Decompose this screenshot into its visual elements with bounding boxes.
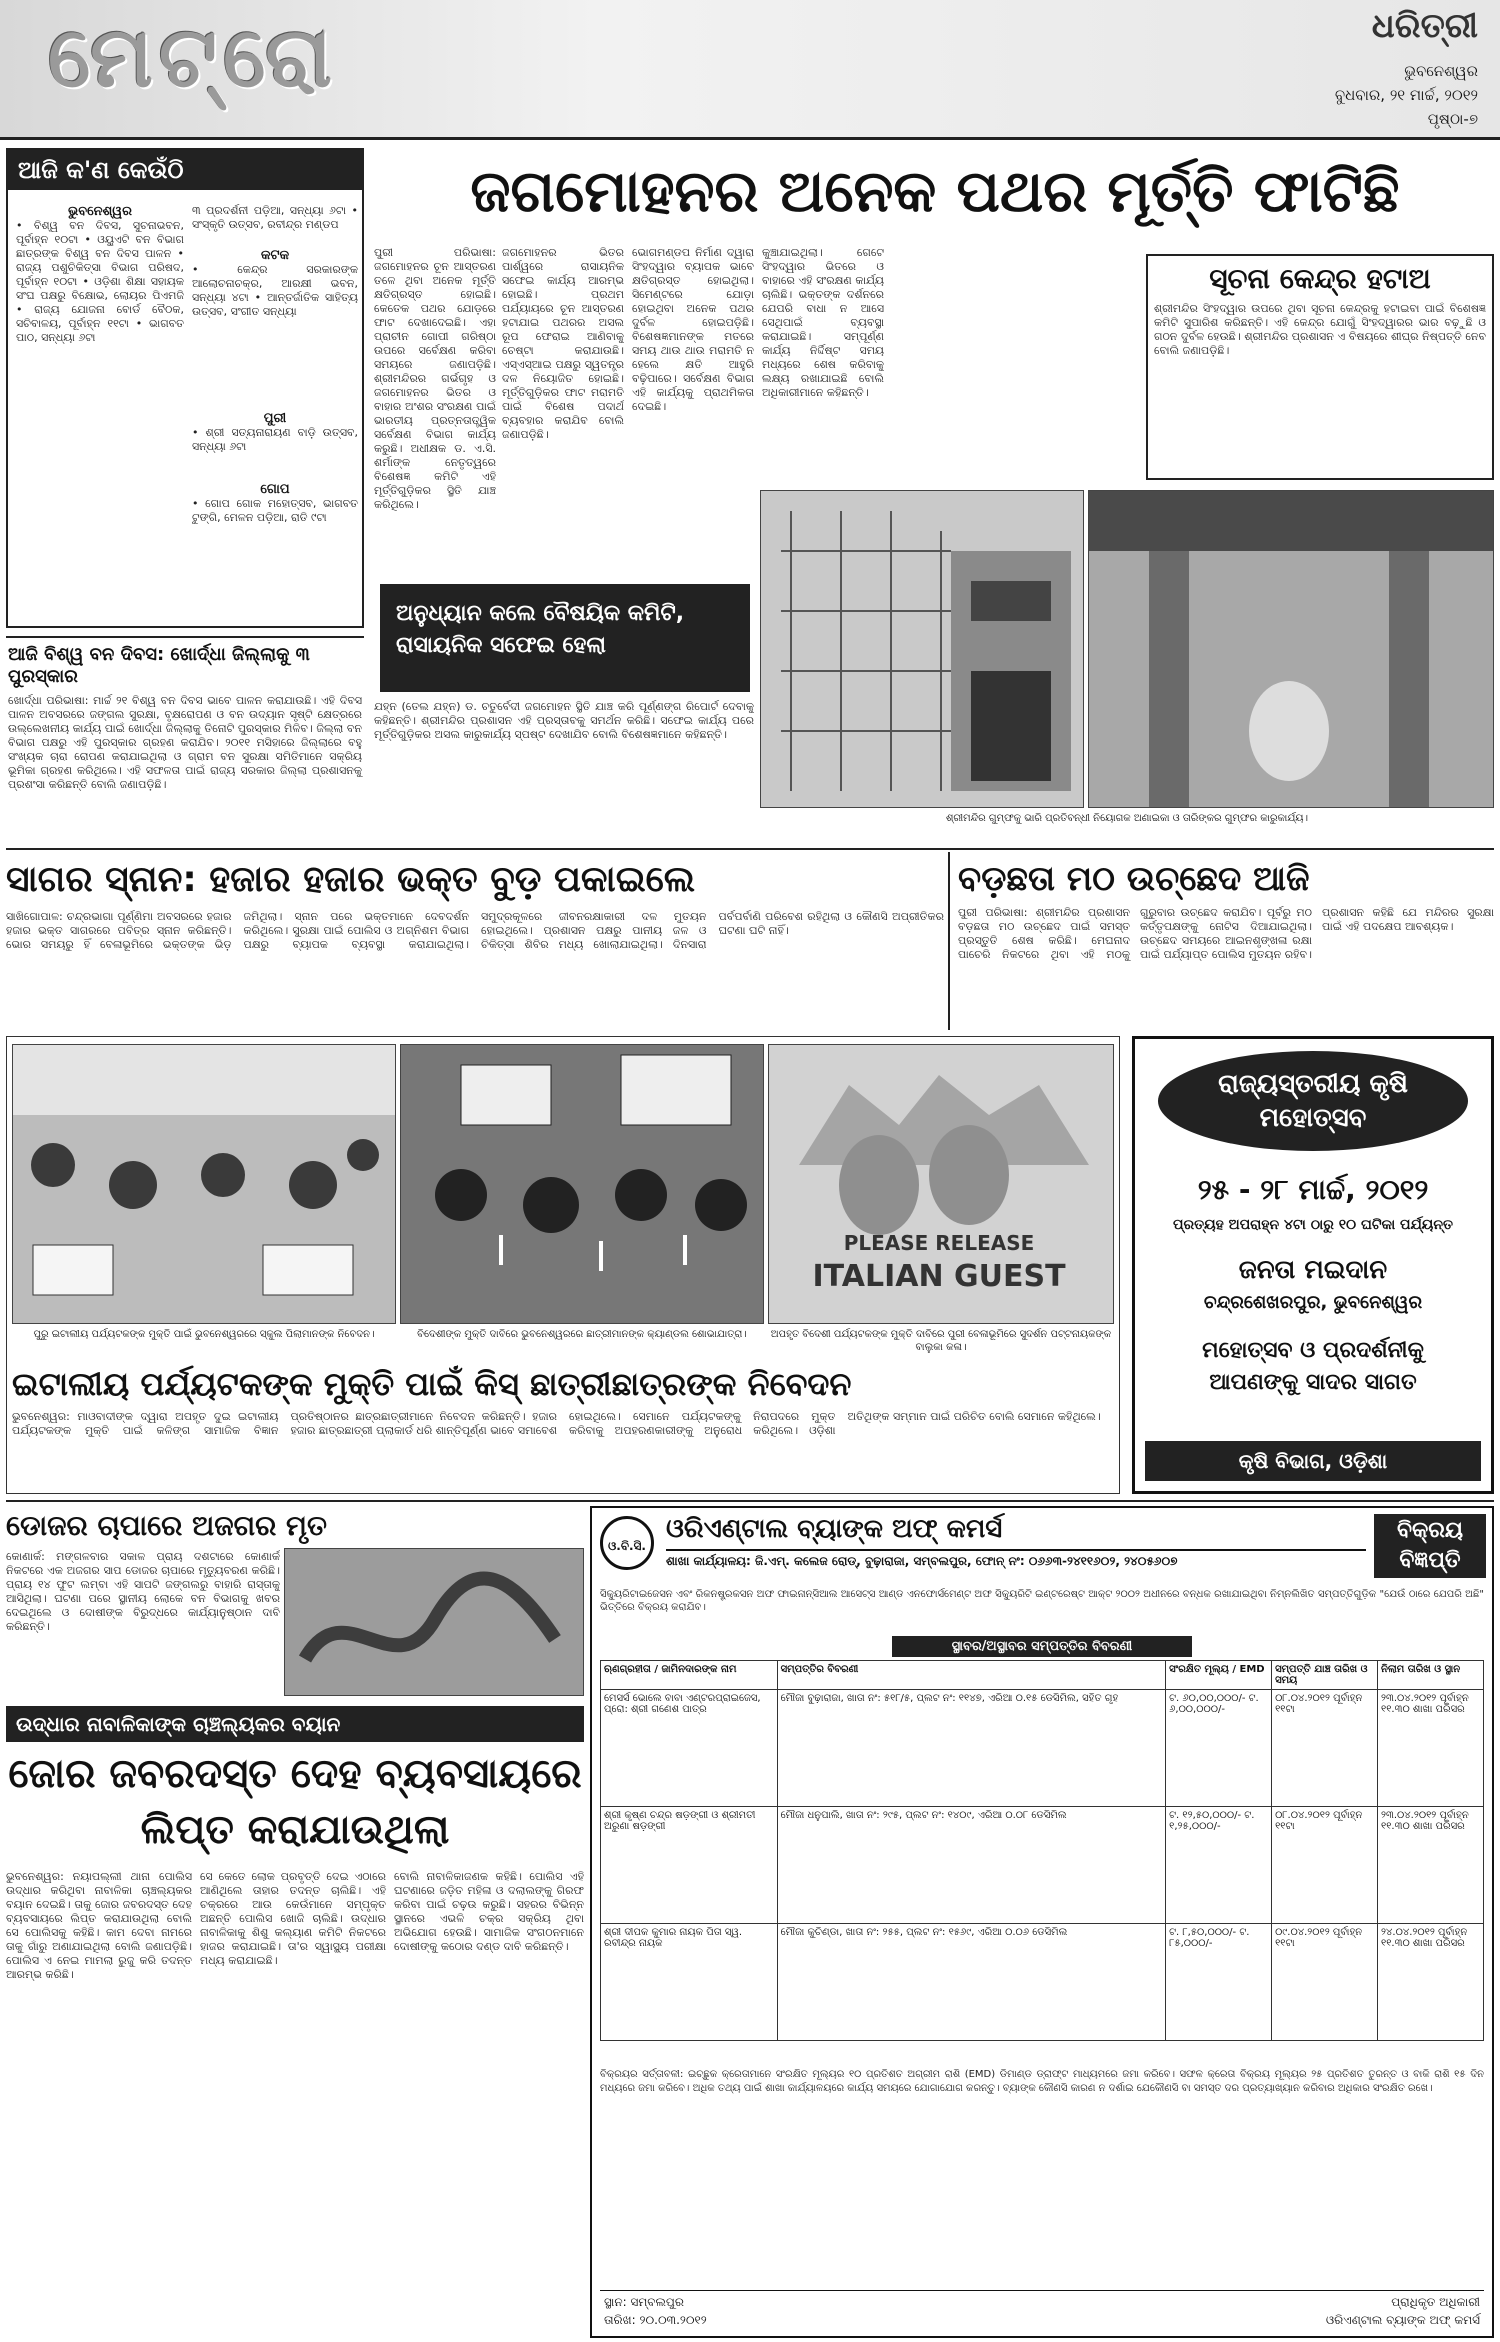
bank-table-title: ସ୍ଥାବର/ଅସ୍ଥାବର ସମ୍ପତ୍ତିର ବିବରଣୀ: [892, 1636, 1192, 1657]
bank-footer: [600, 2290, 1484, 2332]
python-headline: ଡୋଜର ଚାପାରେ ଅଜଗର ମୃତ: [6, 1509, 327, 1542]
python-body: କୋଣାର୍କ: ମଙ୍ଗଳବାର ସକାଳ ପ୍ରାୟ ଦଶଟାରେ କୋଣାର୍କ ନିକଟରେ ଏକ ଅଜଗର ସାପ ଡୋଜର ଚାପାରେ ମୃତ୍ୟୁବରଣ କରିଛି। ପ୍ରାୟ ୧୪ ଫୁଟ ଲମ୍ବା ଏହି ସାପଟି ଜଙ୍ଗଲରୁ ବାହାରି ରାସ୍ତାକୁ ଆସିଥିଲା। ଘଟଣା ପରେ ସ୍ଥାନୀୟ ଲୋକେ ବନ ବିଭାଗକୁ ଖବର ଦେଇଥିଲେ ଓ ଦୋଷୀଙ୍କ ବିରୁଦ୍ଧରେ କାର୍ଯ୍ୟାନୁଷ୍ଠାନ ଦାବି କରିଛନ୍ତି।: [6, 1550, 280, 1633]
sand-art-photo: [768, 1044, 1114, 1324]
events-city-4: ଗୋପ: [260, 482, 290, 497]
bank-property-table: [600, 1660, 1484, 2060]
table-cell: ୦୮.୦୪.୨୦୧୨ ପୂର୍ବାହ୍ନ ୧୧ଟା: [1272, 1690, 1378, 1807]
bank-place: ସ୍ଥାନ: ସମ୍ବଲପୁର: [604, 2295, 685, 2309]
table-row: [601, 1690, 1484, 1807]
bank-intro: ସିକ୍ୟୁରିଟାଇଜେସନ ଏବଂ ରିକନଷ୍ଟ୍ରକସନ ଅଫ ଫାଇନାନ୍ସିଆଲ ଆସେଟ୍ସ ଆଣ୍ଡ ଏନଫୋର୍ସମେଣ୍ଟ ଅଫ ସିକ୍ୟୁରିଟି ଇଣ୍ଟରେଷ୍ଟ ଆକ୍ଟ ୨୦୦୨ ଅଧୀନରେ ବନ୍ଧକ ରଖାଯାଇଥିବା ନିମ୍ନଲିଖିତ ସମ୍ପତ୍ତିଗୁଡ଼ିକ "ଯେଉଁ ଠାରେ ଯେପରି ଅଛି" ଭିତ୍ତିରେ ବିକ୍ରୟ କରାଯିବ।: [600, 1589, 1484, 1613]
events-city-3: ପୁରୀ: [263, 411, 287, 426]
math-body: ପୁରୀ ପରିଭାଷା: ଶ୍ରୀମନ୍ଦିର ପ୍ରଶାସନ ବଡ଼ଛତା ମଠ ଉଚ୍ଛେଦ ପାଇଁ ସମସ୍ତ ପ୍ରସ୍ତୁତି ଶେଷ କରିଛି। ମେଘନାଦ ପାଚେରି ନିକଟରେ ଥିବା ଏହି ମଠକୁ ଗୁରୁବାର ଉଚ୍ଛେଦ କରାଯିବ। ପୂର୍ବରୁ ମଠ କର୍ତ୍ତୃପକ୍ଷଙ୍କୁ ନୋଟିସ ଦିଆଯାଇଥିଲା। ଉଚ୍ଛେଦ ସମୟରେ ଆଇନଶୃଙ୍ଖଳା ରକ୍ଷା ପାଇଁ ପର୍ଯ୍ୟାପ୍ତ ପୋଲିସ ମୁତୟନ ରହିବ। ପ୍ରଶାସନ କହିଛି ଯେ ମନ୍ଦିରର ସୁରକ୍ଷା ପାଇଁ ଏହି ପଦକ୍ଷେପ ଆବଶ୍ୟକ।: [958, 906, 1494, 961]
jagamohan-col-1: ପୁରୀ ପରିଭାଷା: ଜଗମୋହନର ଚୂନ ଆସ୍ତରଣ ତଳେ ଥିବା ଅନେକ ମୂର୍ତ୍ତି କ୍ଷତିଗ୍ରସ୍ତ ହୋଇଛି। କେତେକ ପଥର ଯୋଡ଼ରେ ଫାଟ ଦେଖାଦେଇଛି। ଏହା ପ୍ରାଚୀନ ଗୋପୀ ଗରିଷ୍ଠା ଉପରେ ସର୍ବେକ୍ଷଣ କରିବା ସମୟରେ ଜଣାପଡ଼ିଛି। ଶ୍ରୀମନ୍ଦିରର ଗର୍ଭଗୃହ ଓ ଜଗମୋହନର ଭିତର ଓ ବାହାର ଅଂଶର ସଂରକ୍ଷଣ ପାଇଁ ଭାରତୀୟ ପ୍ରତ୍ନତାତ୍ତ୍ୱିକ ସର୍ବେକ୍ଷଣ ବିଭାଗ କାର୍ଯ୍ୟ କରୁଛି। ଅଧୀକ୍ଷକ ଡ. ଏ.ସି. ଶର୍ମାଙ୍କ ନେତୃତ୍ୱରେ ବିଶେଷଜ୍ଞ କମିଟି ଏହି ମୂର୍ତ୍ତିଗୁଡ଼ିକର ସ୍ଥିତି ଯାଞ୍ଚ କରିଥିଲେ।: [374, 246, 496, 511]
rescue-kicker: ଉଦ୍ଧାର ନାବାଳିକାଙ୍କ ଚାଞ୍ଚଲ୍ୟକର ବୟାନ: [6, 1706, 584, 1742]
table-cell: ମୌଜା କୁଚିଣ୍ଡା, ଖାତା ନଂ: ୨୫୫, ପ୍ଲଟ ନଂ: ୧୫୬୯, ଏରିଆ ୦.୦୬ ଡେସିମିଲ: [777, 1924, 1166, 2041]
bank-logo-text: ଓ.ବି.ସି.: [608, 1539, 646, 1553]
paper-logo: ଧରିତ୍ରୀ: [1371, 6, 1478, 46]
divider-2: [6, 1500, 1494, 1502]
bank-officer: ପ୍ରାଧିକୃତ ଅଧିକାରୀ: [1391, 2295, 1480, 2309]
bank-col-inspection: ସମ୍ପତ୍ତି ଯାଞ୍ଚ ତାରିଖ ଓ ସମୟ: [1272, 1661, 1378, 1690]
table-cell: ୦୮.୦୪.୨୦୧୨ ପୂର୍ବାହ୍ନ ୧୧ଟା: [1272, 1807, 1378, 1924]
sand-art-text-2: ITALIAN GUEST: [812, 1259, 1066, 1294]
info-centre-headline: ସୂଚନା କେନ୍ଦ୍ର ହଟାଅ: [1209, 262, 1431, 295]
temple-interior-illustration: [1089, 491, 1493, 807]
jagamohan-headline: ଜଗମୋହନର ଅନେକ ପଥର ମୂର୍ତ୍ତି ଫାଟିଛି: [470, 157, 1400, 225]
bank-notice: [590, 1506, 1494, 2338]
krushi-dates: ୨୫ - ୨୮ ମାର୍ଚ୍ଚ, ୨୦୧୨: [1197, 1173, 1429, 1206]
bank-col-borrower: ଋଣଗ୍ରହୀତା / ଜାମିନଦାରଙ୍କ ନାମ: [601, 1661, 778, 1690]
events-text-3: • କେନ୍ଦ୍ର ସରକାରଙ୍କ ଆଲୋଚନାଚକ୍ର, ଆରକ୍ଷୀ ଭବନ, ସନ୍ଧ୍ୟା ୪ଟା • ଆନ୍ତର୍ଜାତିକ ସାହିତ୍ୟ ଉତ୍ସବ, ସଂଗୀତ ସନ୍ଧ୍ୟା: [192, 263, 358, 318]
krushi-title: ରାଜ୍ୟସ୍ତରୀୟ କୃଷି ମହୋତ୍ସବ: [1158, 1051, 1468, 1151]
italian-headline: ଇଟାଲୀୟ ପର୍ଯ୍ୟଟକଙ୍କ ମୁକ୍ତି ପାଇଁ କିସ୍ ଛାତ୍ରୀଛାତ୍ରଙ୍କ ନିବେଦନ: [12, 1365, 852, 1403]
page-number: ପୃଷ୍ଠା-୭: [1427, 110, 1478, 128]
masthead-date: ବୁଧବାର, ୨୧ ମାର୍ଚ୍ଚ, ୨୦୧୨: [1334, 86, 1478, 104]
sea-bath-body: ସାଖିଗୋପାଳ: ଚନ୍ଦ୍ରଭାଗା ପୂର୍ଣ୍ଣିମା ଅବସରରେ ହଜାର ହଜାର ଭକ୍ତ ସାଗରରେ ପବିତ୍ର ସ୍ନାନ କରିଛନ୍ତି। ଭୋର ସମୟରୁ ହିଁ ବେଳାଭୂମିରେ ଭକ୍ତଙ୍କ ଭିଡ଼ ଜମିଥିଲା। ସ୍ନାନ ପରେ ଭକ୍ତମାନେ ଦେବଦର୍ଶନ କରିଥିଲେ। ସୁରକ୍ଷା ପାଇଁ ପୋଲିସ ଓ ଅଗ୍ନିଶମ ବିଭାଗ ପକ୍ଷରୁ ବ୍ୟାପକ ବ୍ୟବସ୍ଥା କରାଯାଇଥିଲା। ସମୁଦ୍ରକୂଳରେ ଜୀବନରକ୍ଷାକାରୀ ଦଳ ମୁତୟନ ହୋଇଥିଲେ। ପ୍ରଶାସନ ପକ୍ଷରୁ ପାନୀୟ ଜଳ ଓ ଚିକିତ୍ସା ଶିବିର ମଧ୍ୟ ଖୋଲାଯାଇଥିଲା। ଦିନସାରା ପର୍ବପର୍ବାଣି ପରିବେଶ ରହିଥିଲା ଓ କୌଣସି ଅପ୍ରୀତିକର ଘଟଣା ଘଟି ନାହିଁ।: [6, 910, 944, 951]
candle-march-photo: [400, 1044, 764, 1324]
bank-col-auction: ନିଲାମ ତାରିଖ ଓ ସ୍ଥାନ: [1378, 1661, 1484, 1690]
table-cell: ଟ. ୧୨,୫୦,୦୦୦/- ଟ. ୧,୨୫,୦୦୦/-: [1166, 1807, 1272, 1924]
bank-col-reserve: ସଂରକ୍ଷିତ ମୂଲ୍ୟ / EMD: [1166, 1661, 1272, 1690]
temple-photo-interior: [1088, 490, 1494, 808]
bank-name: ଓରିଏଣ୍ଟାଲ ବ୍ୟାଙ୍କ ଅଫ୍ କମର୍ସ: [666, 1514, 1366, 1551]
rescue-col-3: ବୋଲି ନାବାଳିକାଜଣକ କହିଛି। ପୋଲିସ ଏହି ଘଟଣାରେ ଜଡ଼ିତ ମହିଳା ଓ ଦଲାଲଙ୍କୁ ଗିରଫ କରିବା ପାଇଁ ଚଢ଼ଉ କରୁଛି। ସହରର ବିଭିନ୍ନ ସ୍ଥାନରେ ଏଭଳି ଚକ୍ର ସକ୍ରିୟ ଥିବା ଅଭିଯୋଗ ହେଉଛି। ସାମାଜିକ ସଂଗଠନମାନେ ଦୋଷୀଙ୍କୁ କଠୋର ଦଣ୍ଡ ଦାବି କରିଛନ୍ତି।: [394, 1870, 584, 1953]
section-title: ମେଟ୍ରୋ: [48, 8, 338, 106]
events-col-right: [192, 204, 358, 622]
events-text-1: • ବିଶ୍ୱ ବନ ଦିବସ, ସୁଚନାଭବନ, ପୂର୍ବାହ୍ନ ୧୦ଟା • ଓୟୁଏଟି ବନ ବିଭାଗ ଛାତ୍ରଙ୍କ ବିଶ୍ୱ ବନ ଦିବସ ପାଳନ • ରାଜ୍ୟ ପଶୁଚିକିତ୍ସା ବିଭାଗ ପରିଷଦ, ପୂର୍ବାହ୍ନ ୧୦ଟା • ଓଡ଼ିଶା ଶିକ୍ଷା ସହାୟକ ସଂଘ ପକ୍ଷରୁ ବିକ୍ଷୋଭ, ଲୋୟର ପିଏମଜି • ରାଜ୍ୟ ଯୋଜନା ବୋର୍ଡ ବୈଠକ, ସଚିବାଳୟ, ପୂର୍ବାହ୍ନ ୧୧ଟା • ଭାଗବତ ପାଠ, ସନ୍ଧ୍ୟା ୬ଟା: [16, 219, 184, 344]
table-cell: ଟ. ୮,୫୦,୦୦୦/- ଟ. ୮୫,୦୦୦/-: [1166, 1924, 1272, 2041]
bank-col-property: ସମ୍ପତ୍ତିର ବିବରଣୀ: [777, 1661, 1166, 1690]
bank-notice-tag: ବିକ୍ରୟ ବିଜ୍ଞପ୍ତି: [1374, 1514, 1486, 1578]
table-cell: ମେସର୍ସ ଭୋଲେ ବାବା ଏଣ୍ଟରପ୍ରାଇଜେସ, ପ୍ରୋ: ଶ୍ରୀ ଗଣେଶ ପାତ୍ର: [601, 1690, 778, 1807]
sand-art-text-1: PLEASE RELEASE: [843, 1231, 1035, 1255]
rescue-col-2: ସେ କେତେ ଲୋକ ପ୍ରବୃତ୍ତି ଦେଇ ଏଠାରେ ଆଣିଥିଲେ ତାହାର ତଦନ୍ତ ଚାଲିଛି। ଏହି ଚକ୍ରରେ ଆଉ କେଉଁମାନେ ସମ୍ପୃକ୍ତ ଅଛନ୍ତି ପୋଲିସ ଖୋଜି ଚାଲିଛି। ଉଦ୍ଧାର ନାବାଳିକାକୁ ଶିଶୁ କଲ୍ୟାଣ କମିଟି ନିକଟରେ ହାଜର କରାଯାଇଛି। ତା'ର ସ୍ୱାସ୍ଥ୍ୟ ପରୀକ୍ଷା ମଧ୍ୟ କରାଯାଇଛି।: [200, 1870, 386, 1967]
table-cell: ୨୩.୦୪.୨୦୧୨ ପୂର୍ବାହ୍ନ ୧୧.୩୦ ଶାଖା ପରିସର: [1378, 1690, 1484, 1807]
jagamohan-subheadline: ଅନୁଧ୍ୟାନ କଲେ ବୈଷୟିକ କମିଟି, ରାସାୟନିକ ସଫେଇ ହେଲା: [380, 584, 750, 692]
masthead: [0, 0, 1500, 140]
table-cell: ୨୪.୦୪.୨୦୧୨ ପୂର୍ବାହ୍ନ ୧୧.୩୦ ଶାଖା ପରିସର: [1378, 1924, 1484, 2041]
table-cell: ଶ୍ରୀ ଦୀପକ କୁମାର ନାୟକ ପିତା ସ୍ୱ. ରବୀନ୍ଦ୍ର ନାୟକ: [601, 1924, 778, 2041]
info-centre-body: ଶ୍ରୀମନ୍ଦିର ସିଂହଦ୍ୱାର ଉପରେ ଥିବା ସୂଚନା କେନ୍ଦ୍ରକୁ ହଟାଇବା ପାଇଁ ବିଶେଷଜ୍ଞ କମିଟି ସୁପାରିଶ କରିଛନ୍ତି। ଏହି କେନ୍ଦ୍ର ଯୋଗୁଁ ସିଂହଦ୍ୱାରର ଭାର ବଢ଼ୁଛି ଓ ଗଠନ ଦୁର୍ବଳ ହେଉଛି। ଶ୍ରୀମନ୍ଦିର ପ୍ରଶାସନ ଏ ବିଷୟରେ ଶୀଘ୍ର ନିଷ୍ପତ୍ତି ନେବ ବୋଲି ଜଣାପଡ଼ିଛି।: [1154, 302, 1486, 357]
events-text-4: • ଶ୍ରୀ ସତ୍ୟନାରାୟଣ ବାଡ଼ି ଉତ୍ସବ, ସନ୍ଧ୍ୟା ୬ଟା: [192, 426, 358, 453]
python-snake-illustration: [285, 1549, 583, 1695]
students-photo-caption: ପୁରୁ ଇଟାଲୀୟ ପର୍ଯ୍ୟଟକଙ୍କ ମୁକ୍ତି ପାଇଁ ଭୁବନେଶ୍ୱରରେ ସ୍କୁଲ ପିଲାମାନଙ୍କ ନିବେଦନ।: [33, 1329, 375, 1340]
students-photo: [12, 1044, 396, 1324]
temple-photo-scaffolding: [760, 490, 1084, 808]
forest-day-body: ଖୋର୍ଦ୍ଧା ପରିଭାଷା: ମାର୍ଚ୍ଚ ୨୧ ବିଶ୍ୱ ବନ ଦିବସ ଭାବେ ପାଳନ କରାଯାଉଛି। ଏହି ଦିବସ ପାଳନ ଅବସରରେ ଜଙ୍ଗଲ ସୁରକ୍ଷା, ବୃକ୍ଷରୋପଣ ଓ ବନ ଉଦ୍ୟାନ ସୃଷ୍ଟି କ୍ଷେତ୍ରରେ ଉଲ୍ଲେଖନୀୟ କାର୍ଯ୍ୟ ପାଇଁ ଖୋର୍ଦ୍ଧା ଜିଲ୍ଲାକୁ ତିନୋଟି ପୁରସ୍କାର ମିଳିବ। ଜିଲ୍ଲା ବନ ବିଭାଗ ପକ୍ଷରୁ ଏହି ପୁରସ୍କାର ଗ୍ରହଣ କରାଯିବ। ୨୦୧୧ ମସିହାରେ ଜିଲ୍ଲାରେ ବହୁ ସଂଖ୍ୟକ ଚାରା ରୋପଣ କରାଯାଇଥିଲା ଓ ଗ୍ରାମ ବନ ସୁରକ୍ଷା ସମିତିମାନେ ସକ୍ରିୟ ଭୂମିକା ଗ୍ରହଣ କରିଥିଲେ। ଏହି ସଫଳତା ପାଇଁ ରାଜ୍ୟ ସରକାର ଜିଲ୍ଲା ପ୍ରଶାସନକୁ ପ୍ରଶଂସା କରିଛନ୍ତି ବୋଲି ଜଣାପଡ଼ିଛି।: [8, 694, 362, 791]
students-crowd-illustration: [13, 1045, 395, 1323]
candle-march-illustration: [401, 1045, 763, 1323]
candle-march-caption: ବିଦେଶୀଙ୍କ ମୁକ୍ତି ଦାବିରେ ଭୁବନେଶ୍ୱରରେ ଛାତ୍ରୀମାନଙ୍କ କ୍ୟାଣ୍ଡଲ ଶୋଭାଯାତ୍ରା।: [417, 1329, 747, 1340]
forest-day-article: [6, 636, 364, 846]
python-photo: [284, 1548, 584, 1696]
events-box: [6, 148, 364, 628]
table-cell: ୦୯.୦୪.୨୦୧୨ ପୂର୍ବାହ୍ନ ୧୧ଟା: [1272, 1924, 1378, 2041]
forest-day-headline: ଆଜି ବିଶ୍ୱ ବନ ଦିବସ: ଖୋର୍ଦ୍ଧା ଜିଲ୍ଲାକୁ ୩ ପୁରସ୍କାର: [8, 644, 310, 687]
temple-photo-caption: ଶ୍ରୀମନ୍ଦିର ଗୁମ୍ଫକୁ ଭାରି ପ୍ରତିବନ୍ଧୀ ନିୟୋଗକ ଅଣାଇକା ଓ ତାରିଙ୍କର ଗୁମ୍ଫର କାରୁକାର୍ଯ୍ୟ।: [945, 813, 1309, 824]
sea-bath-headline: ସାଗର ସ୍ନାନ: ହଜାର ହଜାର ଭକ୍ତ ବୁଡ଼ ପକାଇଲେ: [6, 859, 696, 900]
krushi-timing: ପ୍ରତ୍ୟହ ଅପରାହ୍ନ ୪ଟା ଠାରୁ ୧୦ ଘଟିକା ପର୍ଯ୍ୟନ୍ତ: [1173, 1217, 1453, 1233]
divider-1: [6, 848, 1494, 850]
jagamohan-col-2: ଜଗମୋହନର ଭିତର ପାର୍ଶ୍ୱରେ ରାସାୟନିକ ସଫେଇ କାର୍ଯ୍ୟ ଆରମ୍ଭ ହୋଇଛି। ପ୍ରଥମ ପର୍ଯ୍ୟାୟରେ ଚୂନ ଆସ୍ତରଣ ହଟାଯାଇ ପଥରର ଅସଲ ରୂପ ଫେରାଇ ଆଣିବାକୁ ଚେଷ୍ଟା କରାଯାଉଛି। ଏସ୍‌ଏସ୍‌ଆଇ ପକ୍ଷରୁ ସ୍ୱତନ୍ତ୍ର ଦଳ ନିୟୋଜିତ ହୋଇଛି। ମୂର୍ତ୍ତିଗୁଡ଼ିକର ଫାଟ ମରାମତି ପାଇଁ ବିଶେଷ ପଦାର୍ଥ ବ୍ୟବହାର କରାଯିବ ବୋଲି ଜଣାପଡ଼ିଛି।: [502, 246, 624, 441]
table-row: [601, 1807, 1484, 1924]
bank-date: ତାରିଖ: ୨୦.୦୩.୨୦୧୨: [604, 2313, 707, 2327]
krushi-venue: ଜନତା ମଇଦାନ: [1238, 1255, 1388, 1285]
scaffolding-illustration: [761, 491, 1083, 807]
events-city-2: କଟକ: [260, 248, 290, 263]
bank-terms: ବିକ୍ରୟର ସର୍ତ୍ତାବଳୀ: ଇଚ୍ଛୁକ କ୍ରେତାମାନେ ସଂରକ୍ଷିତ ମୂଲ୍ୟର ୧୦ ପ୍ରତିଶତ ଅଗ୍ରୀମ ରାଶି (EMD) ଡିମାଣ୍ଡ ଡ୍ରାଫ୍ଟ ମାଧ୍ୟମରେ ଜମା କରିବେ। ସଫଳ କ୍ରେତା ବିକ୍ରୟ ମୂଲ୍ୟର ୨୫ ପ୍ରତିଶତ ତୁରନ୍ତ ଓ ବାକି ରାଶି ୧୫ ଦିନ ମଧ୍ୟରେ ଜମା କରିବେ। ଅଧିକ ତଥ୍ୟ ପାଇଁ ଶାଖା କାର୍ଯ୍ୟାଳୟରେ କାର୍ଯ୍ୟ ସମୟରେ ଯୋଗାଯୋଗ କରନ୍ତୁ। ବ୍ୟାଙ୍କ କୌଣସି କାରଣ ନ ଦର୍ଶାଇ ଯେକୌଣସି ବା ସମସ୍ତ ଦର ପ୍ରତ୍ୟାଖ୍ୟାନ କରିବାର ଅଧିକାର ସଂରକ୍ଷିତ ରଖେ।: [600, 2069, 1484, 2094]
table-cell: ଟ. ୬୦,୦୦,୦୦୦/- ଟ. ୬,୦୦,୦୦୦/-: [1166, 1690, 1272, 1807]
jagamohan-col-3: ଭୋଗମଣ୍ଡପ ନିର୍ମାଣ ଦ୍ୱାରା ସିଂହଦ୍ୱାର ବ୍ୟାପକ ଭାବେ କ୍ଷତିଗ୍ରସ୍ତ ହୋଇଥିଲା। ସିମେଣ୍ଟରେ ଯୋଡ଼ା ହୋଇଥିବା ଅନେକ ପଥର ଦୁର୍ବଳ ହୋଇପଡ଼ିଛି। ବିଶେଷଜ୍ଞମାନଙ୍କ ମତରେ ସମୟ ଥାଉ ଥାଉ ମରାମତି ନ ହେଲେ କ୍ଷତି ଆହୁରି ବଢ଼ିପାରେ। ସର୍ବେକ୍ଷଣ ବିଭାଗ ଏହି କାର୍ଯ୍ୟକୁ ପ୍ରାଥମିକତା ଦେଇଛି।: [632, 246, 754, 413]
bank-officer-bank: ଓରିଏଣ୍ଟାଲ ବ୍ୟାଙ୍କ ଅଫ୍ କମର୍ସ: [1325, 2313, 1480, 2327]
krushi-dept: କୃଷି ବିଭାଗ, ଓଡ଼ିଶା: [1145, 1441, 1481, 1481]
table-row: [601, 1924, 1484, 2041]
math-article: [948, 852, 1494, 1030]
table-cell: ଶ୍ରୀ କୃଷ୍ଣ ଚନ୍ଦ୍ର ଷଡ଼ଙ୍ଗୀ ଓ ଶ୍ରୀମତୀ ଅରୁଣା ଷଡ଼ଙ୍ଗୀ: [601, 1807, 778, 1924]
rescue-headline: ଜୋର ଜବରଦସ୍ତ ଦେହ ବ୍ୟବସାୟରେ ଲିପ୍ତ କରାଯାଉଥିଲା: [8, 1751, 582, 1853]
math-headline: ବଡ଼ଛତା ମଠ ଉଚ୍ଛେଦ ଆଜି: [958, 859, 1310, 899]
events-col-left: [16, 204, 184, 622]
masthead-city: ଭୁବନେଶ୍ୱର: [1404, 62, 1478, 80]
krushi-ad: [1132, 1036, 1494, 1494]
sand-art-caption: ଅପହୃତ ବିଦେଶୀ ପର୍ଯ୍ୟଟକଙ୍କ ମୁକ୍ତି ଦାବିରେ ପୁରୀ ବେଳାଭୂମିରେ ସୁଦର୍ଶନ ପଟ୍ଟନାୟକଙ୍କ ବାଲୁକା କଳା।: [770, 1329, 1112, 1353]
krushi-welcome: ମହୋତ୍ସବ ଓ ପ୍ରଦର୍ଶନୀକୁ ଆପଣଙ୍କୁ ସାଦର ସାଗତ: [1202, 1338, 1424, 1395]
events-text-5: • ଗୋପ ଗୋକ ମହୋତ୍ସବ, ଭାଗବତ ଟୁଙ୍ଗି, ମେଳନ ପଡ଼ିଆ, ରାତି ୯ଟା: [192, 497, 358, 524]
table-cell: ମୌଜା ଧନୁପାଲି, ଖାତା ନଂ: ୨୯୫, ପ୍ଲଟ ନଂ: ୧୪୦୯, ଏରିଆ ୦.୦୮ ଡେସିମିଲ: [777, 1807, 1166, 1924]
bank-logo: [600, 1516, 654, 1570]
krushi-place: ଚନ୍ଦ୍ରଶେଖରପୁର, ଭୁବନେଶ୍ୱର: [1203, 1292, 1423, 1313]
jagamohan-col-4: କୁଞ୍ଚାଯାଇଥିଲା। ଗେଟେ ସିଂହଦ୍ୱାର ଭିତରେ ଓ ବାହାରେ ଏହି ସଂରକ୍ଷଣ କାର୍ଯ୍ୟ ଚାଲିଛି। ଭକ୍ତଙ୍କ ଦର୍ଶନରେ ଯେପରି ବାଧା ନ ଆସେ ସେଥିପାଇଁ ବ୍ୟବସ୍ଥା କରାଯାଇଛି। ସମ୍ପୂର୍ଣ୍ଣ କାର୍ଯ୍ୟ ନିର୍ଦ୍ଦିଷ୍ଟ ସମୟ ମଧ୍ୟରେ ଶେଷ କରିବାକୁ ଲକ୍ଷ୍ୟ ରଖାଯାଇଛି ବୋଲି ଅଧିକାରୀମାନେ କହିଛନ୍ତି।: [762, 246, 884, 399]
events-city-1: ଭୁବନେଶ୍ୱର: [68, 204, 132, 219]
table-cell: ୨୩.୦୪.୨୦୧୨ ପୂର୍ବାହ୍ନ ୧୧.୩୦ ଶାଖା ପରିସର: [1378, 1807, 1484, 1924]
bank-branch: ଶାଖା କାର୍ଯ୍ୟାଳୟ: ଜି.ଏମ୍. କଲେଜ ରୋଡ୍, ବୁଢ଼ାରାଜା, ସମ୍ବଲପୁର, ଫୋନ୍ ନଂ: ୦୬୬୩-୨୪୧୧୬୦୨, ୨୪୦୫୬୦୭: [666, 1554, 1178, 1568]
table-cell: ମୌଜା ବୁଢ଼ାରାଜା, ଖାତା ନଂ: ୫୧୮/୫, ପ୍ଲଟ ନଂ: ୧୧୪୭, ଏରିଆ ୦.୧୫ ଡେସିମିଲ, ସହିତ ଗୃହ: [777, 1690, 1166, 1807]
rescue-col-1: ଭୁବନେଶ୍ୱର: ନୟାପଲ୍ଲୀ ଥାନା ପୋଲିସ ଉଦ୍ଧାର କରିଥିବା ନାବାଳିକା ଚାଞ୍ଚଲ୍ୟକର ବୟାନ ଦେଇଛି। ତାକୁ ଜୋର ଜବରଦସ୍ତ ଦେହ ବ୍ୟବସାୟରେ ଲିପ୍ତ କରାଯାଉଥିଲା ବୋଲି ସେ ପୋଲିସକୁ କହିଛି। କାମ ଦେବା ନାମରେ ତାକୁ ଗାଁରୁ ଅଣାଯାଇଥିଲା ବୋଲି ଜଣାପଡ଼ିଛି। ପୋଲିସ ଏ ନେଇ ମାମଲା ରୁଜୁ କରି ତଦନ୍ତ ଆରମ୍ଭ କରିଛି।: [6, 1870, 192, 1981]
events-text-2: ୩ ପ୍ରଦର୍ଶନୀ ପଡ଼ିଆ, ସନ୍ଧ୍ୟା ୬ଟା • ସଂସ୍କୃତି ଉତ୍ସବ, ରବୀନ୍ଦ୍ର ମଣ୍ଡପ: [192, 204, 358, 231]
jagamohan-sub-body: ଯହ୍ନ (ତେଲ ଯହ୍ନ) ଡ. ଚତୁର୍ବେଦୀ ଜଗମୋହନ ସ୍ଥିତି ଯାଞ୍ଚ କରି ପୂର୍ଣ୍ଣଙ୍ଗ ରିପୋର୍ଟ ଦେବାକୁ କହିଛନ୍ତି। ଶ୍ରୀମନ୍ଦିର ପ୍ରଶାସନ ଏହି ପ୍ରସ୍ତାବକୁ ସମର୍ଥନ କରିଛି। ସଫେଇ କାର୍ଯ୍ୟ ପରେ ମୂର୍ତ୍ତିଗୁଡ଼ିକର ଅସଲ କାରୁକାର୍ଯ୍ୟ ସ୍ପଷ୍ଟ ଦେଖାଯିବ ବୋଲି ବିଶେଷଜ୍ଞମାନେ କହିଛନ୍ତି।: [374, 700, 754, 741]
italian-body: ଭୁବନେଶ୍ୱର: ମାଓବାଦୀଙ୍କ ଦ୍ୱାରା ଅପହୃତ ଦୁଇ ଇଟାଲୀୟ ପର୍ଯ୍ୟଟକଙ୍କ ମୁକ୍ତି ପାଇଁ କଳିଙ୍ଗ ସାମାଜିକ ବିଜ୍ଞାନ ପ୍ରତିଷ୍ଠାନର ଛାତ୍ରଛାତ୍ରୀମାନେ ନିବେଦନ କରିଛନ୍ତି। ହଜାର ହଜାର ଛାତ୍ରଛାତ୍ରୀ ପ୍ଲାକାର୍ଡ ଧରି ଶାନ୍ତିପୂର୍ଣ୍ଣ ଭାବେ ସମାବେଶ ହୋଇଥିଲେ। ସେମାନେ ପର୍ଯ୍ୟଟକଙ୍କୁ ନିରାପଦରେ ମୁକ୍ତ କରିବାକୁ ଅପହରଣକାରୀଙ୍କୁ ଅନୁରୋଧ କରିଥିଲେ। ଓଡ଼ିଶା ଅତିଥିଙ୍କ ସମ୍ମାନ ପାଇଁ ପରିଚିତ ବୋଲି ସେମାନେ କହିଥିଲେ।: [12, 1410, 1101, 1437]
events-title: ଆଜି କ'ଣ କେଉଁଠି: [8, 150, 362, 190]
info-centre-box: [1146, 254, 1494, 480]
